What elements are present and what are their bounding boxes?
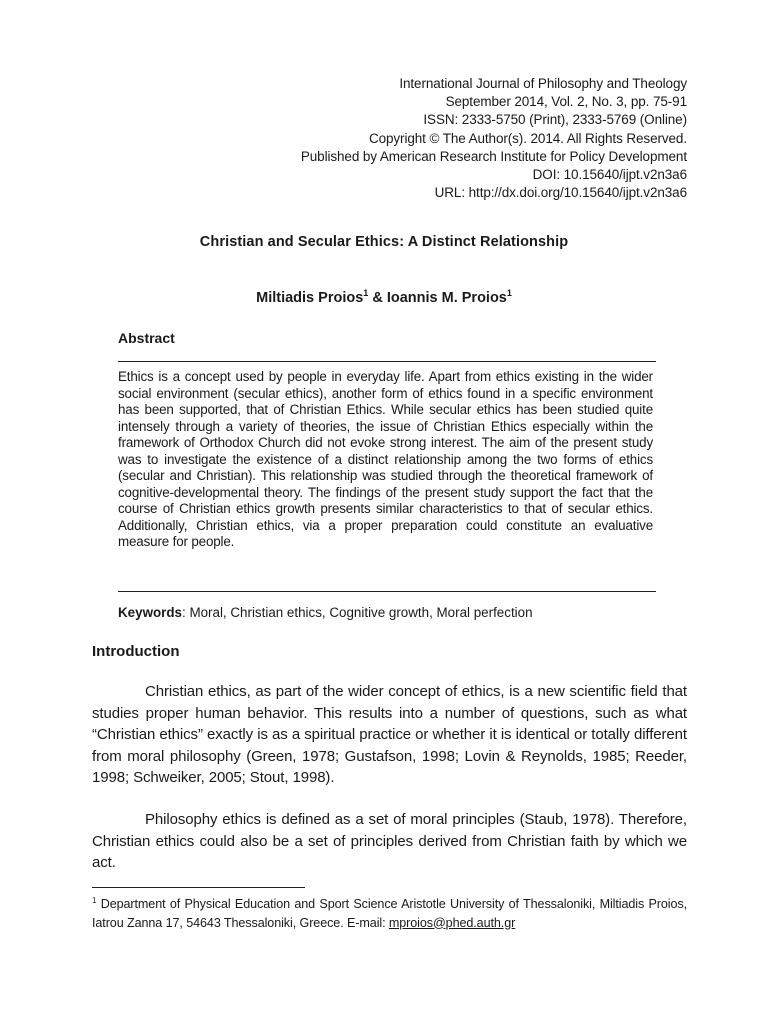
journal-doi: DOI: 10.15640/ijpt.v2n3a6: [532, 167, 687, 183]
abstract-heading: Abstract: [118, 330, 175, 346]
keywords-list: Moral, Christian ethics, Cognitive growth, Moral perfection: [189, 605, 533, 620]
journal-header: [301, 75, 687, 202]
abstract-bottom-rule: [118, 591, 656, 592]
author-1: Miltiadis Proios: [256, 290, 364, 306]
keywords-label: Keywords: [118, 605, 182, 620]
journal-name: International Journal of Philosophy and Theology: [399, 76, 687, 91]
author-separator: &: [368, 290, 387, 306]
journal-issue: September 2014, Vol. 2, No. 3, pp. 75-91: [445, 94, 687, 110]
abstract-body: Ethics is a concept used by people in everyday life. Apart from ethics existing in the wider social environment (secular ethics), another form of ethics found in a specific environment has been supported, that of Christian Ethics. While secular ethics has been studied quite intensely through a variety of theories, the issue of Christian Ethics especially within the framework of Orthodox Church did not evoke strong interest. The aim of the present study was to investigate the existence of a distinct relationship among the two forms of ethics (secular and Christian). This relationship was studied through the theoretical framework of cognitive-developmental theory. The findings of the present study support the fact that the course of Christian ethics growth presents similar characteristics to that of secular ethics. Additionally, Christian ethics, via a proper preparation could constitute an evaluative measure for people.: [118, 369, 653, 549]
author-2: Ioannis M. Proios: [386, 290, 507, 306]
introduction-heading: Introduction: [92, 643, 180, 660]
abstract-top-rule: [118, 361, 656, 362]
journal-issn: ISSN: 2333-5750 (Print), 2333-5769 (Online): [423, 112, 687, 128]
paper-title: Christian and Secular Ethics: A Distinct Relationship: [199, 234, 569, 250]
footnote-marker: 1: [92, 895, 97, 905]
footnote-rule: [92, 887, 305, 888]
introduction-paragraph-1: [92, 681, 687, 789]
keywords-colon: :: [182, 605, 190, 620]
author-1-affiliation: 1: [363, 288, 369, 299]
journal-copyright: Copyright © The Author(s). 2014. All Rights Reserved.: [368, 130, 687, 146]
keywords-line: [118, 605, 533, 620]
paragraph-text: Christian ethics, as part of the wider concept of ethics, is a new scientific field that studies proper human behavior. This results into a number of questions, such as what “Christian ethics” exactly is as a spiritual practice or whether it is identical or totally different from moral philosophy (Green, 1978; Gustafson, 1998; Lovin & Reynolds, 1985; Reeder, 1998; Schweiker, 2005; Stout, 1998).: [92, 683, 687, 786]
introduction-paragraph-2: [92, 809, 687, 874]
journal-publisher: Published by American Research Institute for Policy Development: [300, 148, 687, 164]
paragraph-text: Philosophy ethics is defined as a set of moral principles (Staub, 1978). Therefore, Christian ethics could also be a set of principles derived from Christian faith by which we act.: [92, 811, 687, 871]
journal-url: URL: http://dx.doi.org/10.15640/ijpt.v2n3a6: [434, 185, 687, 201]
author-email-link[interactable]: mproios@phed.auth.gr: [388, 915, 516, 930]
author-line: [0, 290, 768, 306]
footnote-text: Department of Physical Education and Sport Science Aristotle University of Thessaloniki, Miltiadis Proios, Iatrou Zanna 17, 54643 Thessaloniki, Greece. E-mail:: [92, 897, 687, 930]
footnote: [92, 895, 687, 932]
author-2-affiliation: 1: [506, 288, 512, 299]
